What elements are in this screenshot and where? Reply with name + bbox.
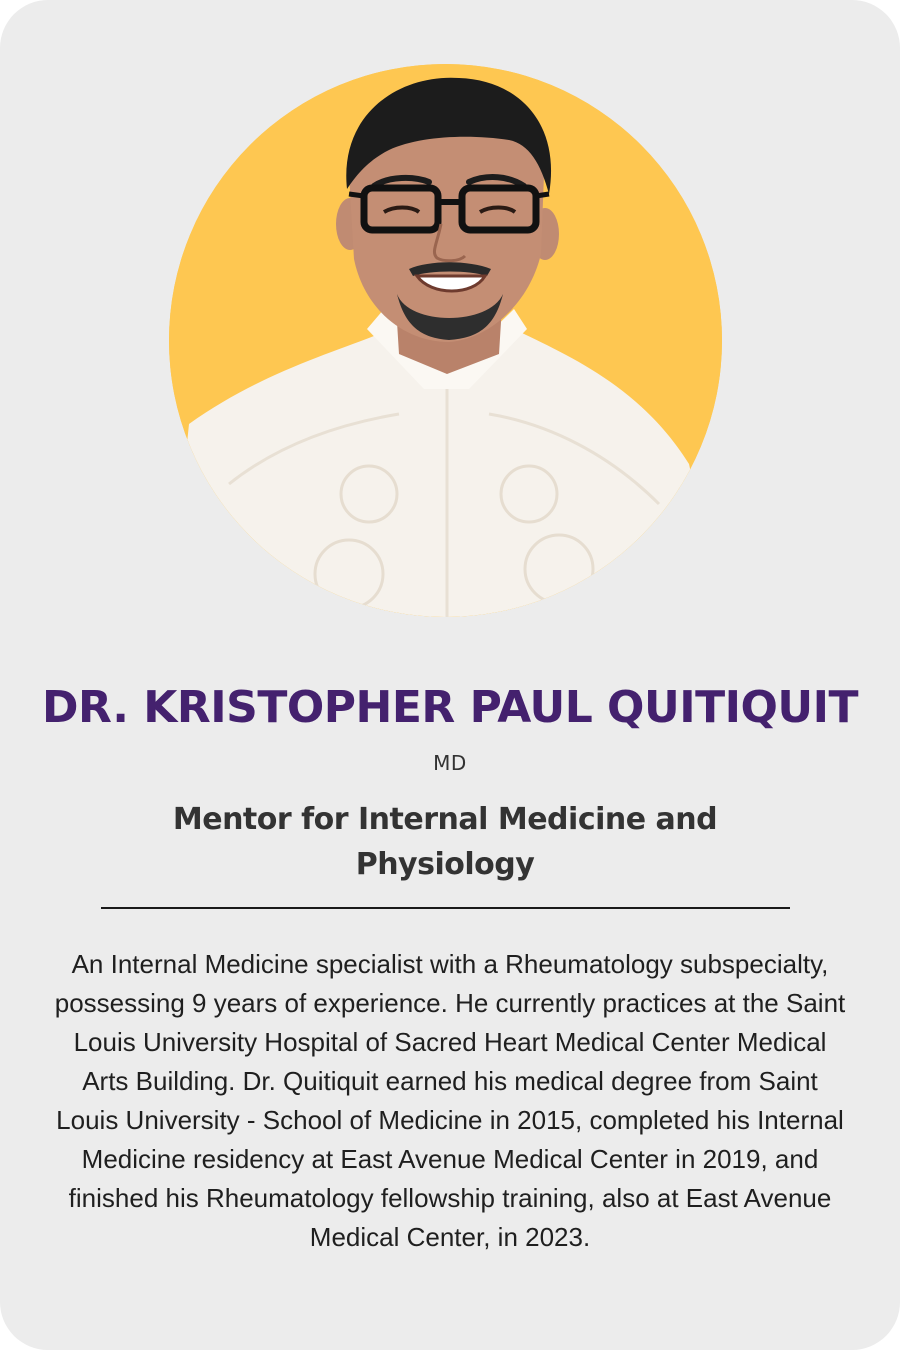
mentor-credential: MD [433, 751, 467, 775]
portrait-photo [169, 64, 722, 617]
mentor-bio: An Internal Medicine specialist with a Rheumatology subspecialty, possessing 9 years of experience. He currently practices at the Saint Louis University Hospital of Sacred Heart Medical Center Medical Arts Building. Dr. Quitiquit earned his medical degree from Saint Louis University - School of Medicine in 2015, completed his Internal Medicine residency at East Avenue Medical Center in 2019, and finished his Rheumatology fellowship training, also at East Avenue Medical Center, in 2023. [54, 949, 846, 1252]
divider [101, 907, 790, 909]
portrait-illustration [169, 64, 722, 617]
mentor-role: Mentor for Internal Medicine and Physiology [172, 802, 718, 882]
mentor-name: DR. KRISTOPHER PAUL QUITIQUIT [42, 682, 858, 733]
